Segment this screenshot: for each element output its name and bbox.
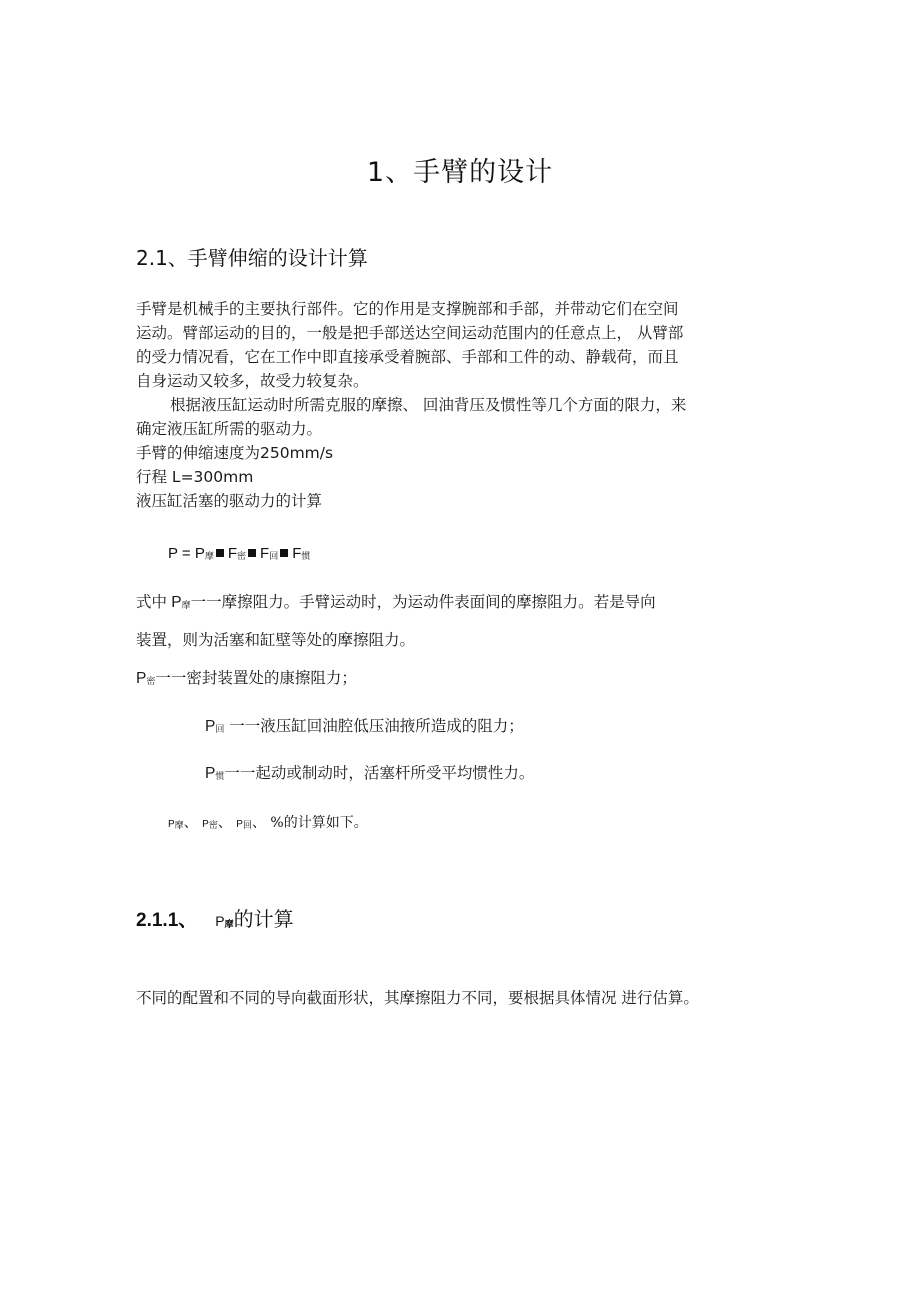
definition-subscript: 密 xyxy=(146,677,156,687)
definition-text: 一一密封装置处的康擦阻力； xyxy=(155,669,357,687)
formula-sub-guan: 惯 xyxy=(301,551,311,561)
text-line: 手臂是机械手的主要执行部件。它的作用是支撑腕部和手部，并带动它们在空间 xyxy=(136,300,679,318)
definition-text: 一一起动或制动时，活塞杆所受平均惯性力。 xyxy=(224,764,535,782)
operator-square-icon xyxy=(248,549,256,557)
summary-subscript: 摩 xyxy=(174,821,184,831)
definition-p-guan xyxy=(205,761,534,789)
definition-p-mo-continued: 装置，则为活塞和缸壁等处的摩擦阻力。 xyxy=(136,631,416,649)
summary-symbol: P xyxy=(236,819,243,830)
definition-subscript: 回 xyxy=(215,725,225,735)
summary-symbol: P xyxy=(202,819,209,830)
summary-symbol: P xyxy=(168,819,175,830)
definition-p-mo xyxy=(136,590,656,618)
definition-text: 一一摩擦阻力。手臂运动时，为运动件表面间的摩擦阻力。若是导向 xyxy=(190,593,656,611)
definition-subscript: 摩 xyxy=(181,601,191,611)
summary-line xyxy=(168,812,368,832)
calc-line: 液压缸活塞的驱动力的计算 xyxy=(136,492,323,510)
text-line: 的受力情况看，它在工作中即直接承受着腕部、手部和工件的动、静载荷，而且 xyxy=(136,348,679,366)
text-line: 运动。臂部运动的目的，一般是把手部送达空间运动范围内的任意点上， 从臂部 xyxy=(136,324,684,342)
section-number: 2.1.1、 xyxy=(136,910,198,931)
text-line: 根据液压缸运动时所需克服的摩擦、 回油背压及惯性等几个方面的限力，来 xyxy=(170,396,687,414)
definition-p-mi xyxy=(136,666,357,694)
definition-symbol: P xyxy=(136,670,147,687)
definition-p-hui xyxy=(205,714,524,742)
heading-text: 的计算 xyxy=(233,907,294,931)
heading-symbol: P xyxy=(215,913,225,929)
speed-line: 手臂的伸缩速度为250mm/s xyxy=(136,444,334,462)
paragraph-arm-intro xyxy=(136,297,683,393)
paragraph-friction-estimate: 不同的配置和不同的导向截面形状，其摩擦阻力不同，要根据具体情况 进行估算。 xyxy=(136,989,699,1007)
separator: 、 xyxy=(183,815,203,831)
formula-sub-mo: 摩 xyxy=(204,551,214,561)
section-heading-2-1-1 xyxy=(136,903,294,932)
definition-symbol: P xyxy=(205,765,216,782)
separator: 、 xyxy=(217,815,237,831)
formula-lhs: P = P xyxy=(168,545,205,562)
text-line: 确定液压缸所需的驱动力。 xyxy=(136,420,323,438)
formula-term: F xyxy=(292,545,302,562)
definition-symbol: P xyxy=(205,718,216,735)
formula-sub-mi: 密 xyxy=(237,551,247,561)
stroke-line: 行程 L=300mm xyxy=(136,468,254,486)
formula-term: F xyxy=(260,545,270,562)
paragraph-cylinder-force xyxy=(136,393,686,441)
separator: 、 xyxy=(251,815,271,831)
definition-text: 一一液压缸回油腔低压油掖所造成的阻力； xyxy=(224,717,524,735)
definition-subscript: 惯 xyxy=(215,772,225,782)
definition-symbol: 式中 P xyxy=(136,594,182,611)
formula-term: F xyxy=(227,545,238,562)
operator-square-icon xyxy=(280,549,288,557)
text-line: 自身运动又较多，故受力较复杂。 xyxy=(136,372,369,390)
summary-subscript: 密 xyxy=(208,821,218,831)
page-title: 1、手臂的设计 xyxy=(366,157,554,188)
heading-subscript: 摩 xyxy=(224,919,234,929)
formula xyxy=(168,545,310,562)
formula-sub-hui: 回 xyxy=(269,551,279,561)
summary-subscript: 回 xyxy=(242,821,252,831)
operator-square-icon xyxy=(216,549,224,557)
section-heading-2-1: 2.1、手臂伸缩的设计计算 xyxy=(136,246,368,270)
summary-tail: %的计算如下。 xyxy=(270,815,368,831)
